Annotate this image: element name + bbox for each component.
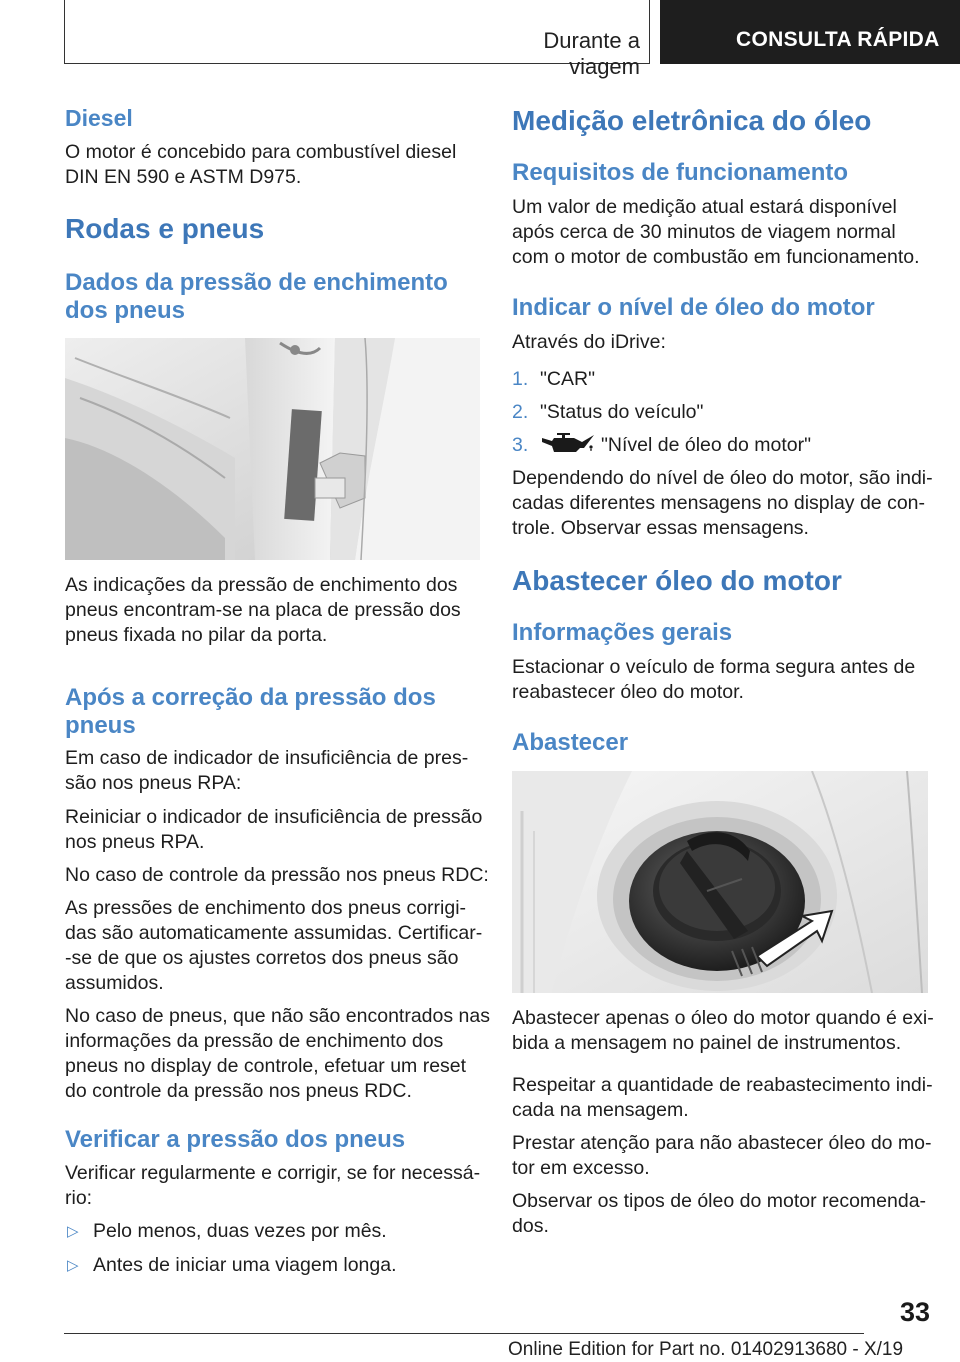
dados-text-line: pneus encontram-se na placa de pressão dos (65, 599, 461, 621)
apos-heading-line: Após a correção da pressão dos (65, 684, 436, 711)
indicar-text: Através do iDrive: (512, 331, 666, 353)
triangle-bullet-icon: ▷ (67, 1223, 79, 1240)
apos-text-line: -se de que os ajustes corretos dos pneus são (65, 947, 459, 969)
rodas-heading: Rodas e pneus (65, 213, 265, 244)
footer-edition-text: Online Edition for Part no. 01402913680 - X/19 (508, 1339, 904, 1360)
diesel-text-line: O motor é concebido para combustível diesel (65, 141, 457, 163)
medicao-heading: Medição eletrônica do óleo (512, 105, 872, 136)
apos-text-line: No caso de controle da pressão nos pneus RDC: (65, 864, 489, 886)
apos-text-line: nos pneus RPA. (65, 831, 205, 853)
indicar-heading: Indicar o nível de óleo do motor (512, 294, 875, 321)
step-text: "CAR" (540, 368, 596, 390)
abastecer-text-line: tor em excesso. (512, 1157, 650, 1179)
page-number: 33 (899, 1297, 930, 1327)
apos-text-line: As pressões de enchimento dos pneus corrigi- (65, 897, 467, 919)
apos-text-line: Reiniciar o indicador de insuficiência de pressão (65, 806, 483, 828)
info-text-line: reabastecer óleo do motor. (512, 681, 744, 703)
apos-text-line: No caso de pneus, que não são encontrados nas (65, 1005, 490, 1027)
verificar-text-line: Verificar regularmente e corrigir, se for necessá- (65, 1162, 481, 1184)
info-text-line: Estacionar o veículo de forma segura antes de (512, 656, 916, 678)
bullet-text: Antes de iniciar uma viagem longa. (93, 1254, 397, 1276)
abastecer-oleo-heading: Abastecer óleo do motor (512, 565, 842, 596)
info-heading: Informações gerais (512, 619, 733, 646)
dados-heading-line: dos pneus (65, 297, 186, 324)
dependendo-text-line: trole. Observar essas mensagens. (512, 517, 809, 539)
abastecer-text-line: bida a mensagem no painel de instrumentos. (512, 1032, 902, 1054)
requisitos-text-line: após cerca de 30 minutos de viagem normal (512, 221, 896, 243)
verificar-text-line: rio: (65, 1187, 93, 1209)
header-tab-quick-reference[interactable]: CONSULTA RÁPIDA (660, 0, 960, 64)
verificar-heading: Verificar a pressão dos pneus (65, 1126, 406, 1153)
diesel-text-line: DIN EN 590 e ASTM D975. (65, 166, 302, 188)
step-number: 3. (512, 434, 529, 456)
abastecer-text-line: cada na mensagem. (512, 1099, 689, 1121)
apos-text-line: do controle da pressão nos pneus RDC. (65, 1080, 412, 1102)
triangle-bullet-icon: ▷ (67, 1257, 79, 1274)
abastecer-text-line: Observar os tipos de óleo do motor recomenda- (512, 1190, 927, 1212)
apos-text-line: informações da pressão de enchimento dos (65, 1030, 444, 1052)
step-text: "Status do veículo" (540, 401, 704, 423)
abastecer-text-line: Respeitar a quantidade de reabastecimento indi- (512, 1074, 933, 1096)
diesel-heading: Diesel (65, 105, 133, 131)
dados-text-line: pneus fixada no pilar da porta. (65, 624, 328, 646)
apos-text-line: Em caso de indicador de insuficiência de pres- (65, 747, 469, 769)
dependendo-text-line: Dependendo do nível de óleo do motor, são indi- (512, 467, 933, 489)
apos-text-line: pneus no display de controle, efetuar um reset (65, 1055, 467, 1077)
apos-text-line: assumidos. (65, 972, 164, 994)
footer-divider (64, 1333, 864, 1334)
requisitos-text-line: com o motor de combustão em funcionamento. (512, 246, 920, 268)
apos-text-line: das são automaticamente assumidas. Certificar- (65, 922, 483, 944)
bullet-text: Pelo menos, duas vezes por mês. (93, 1220, 387, 1242)
dados-heading-line: Dados da pressão de enchimento (65, 269, 448, 296)
requisitos-text-line: Um valor de medição atual estará disponível (512, 196, 897, 218)
requisitos-heading: Requisitos de funcionamento (512, 159, 849, 186)
abastecer-text-line: Prestar atenção para não abastecer óleo do mo- (512, 1132, 932, 1154)
apos-heading-line: pneus (65, 712, 136, 739)
abastecer-heading: Abastecer (512, 729, 629, 756)
abastecer-text-line: dos. (512, 1215, 549, 1237)
door-pillar-image (65, 338, 480, 560)
dependendo-text-line: cadas diferentes mensagens no display de con- (512, 492, 926, 514)
step-text: "Nível de óleo do motor" (601, 434, 812, 456)
dados-text-line: As indicações da pressão de enchimento dos (65, 574, 458, 596)
step-number: 1. (512, 368, 529, 390)
oil-can-icon (540, 430, 596, 463)
apos-text-line: são nos pneus RPA: (65, 772, 242, 794)
header-section-title: Durante a viagem (543, 28, 640, 79)
oil-filler-cap-image (512, 771, 928, 993)
abastecer-text-line: Abastecer apenas o óleo do motor quando é exi- (512, 1007, 934, 1029)
step-number: 2. (512, 401, 529, 423)
